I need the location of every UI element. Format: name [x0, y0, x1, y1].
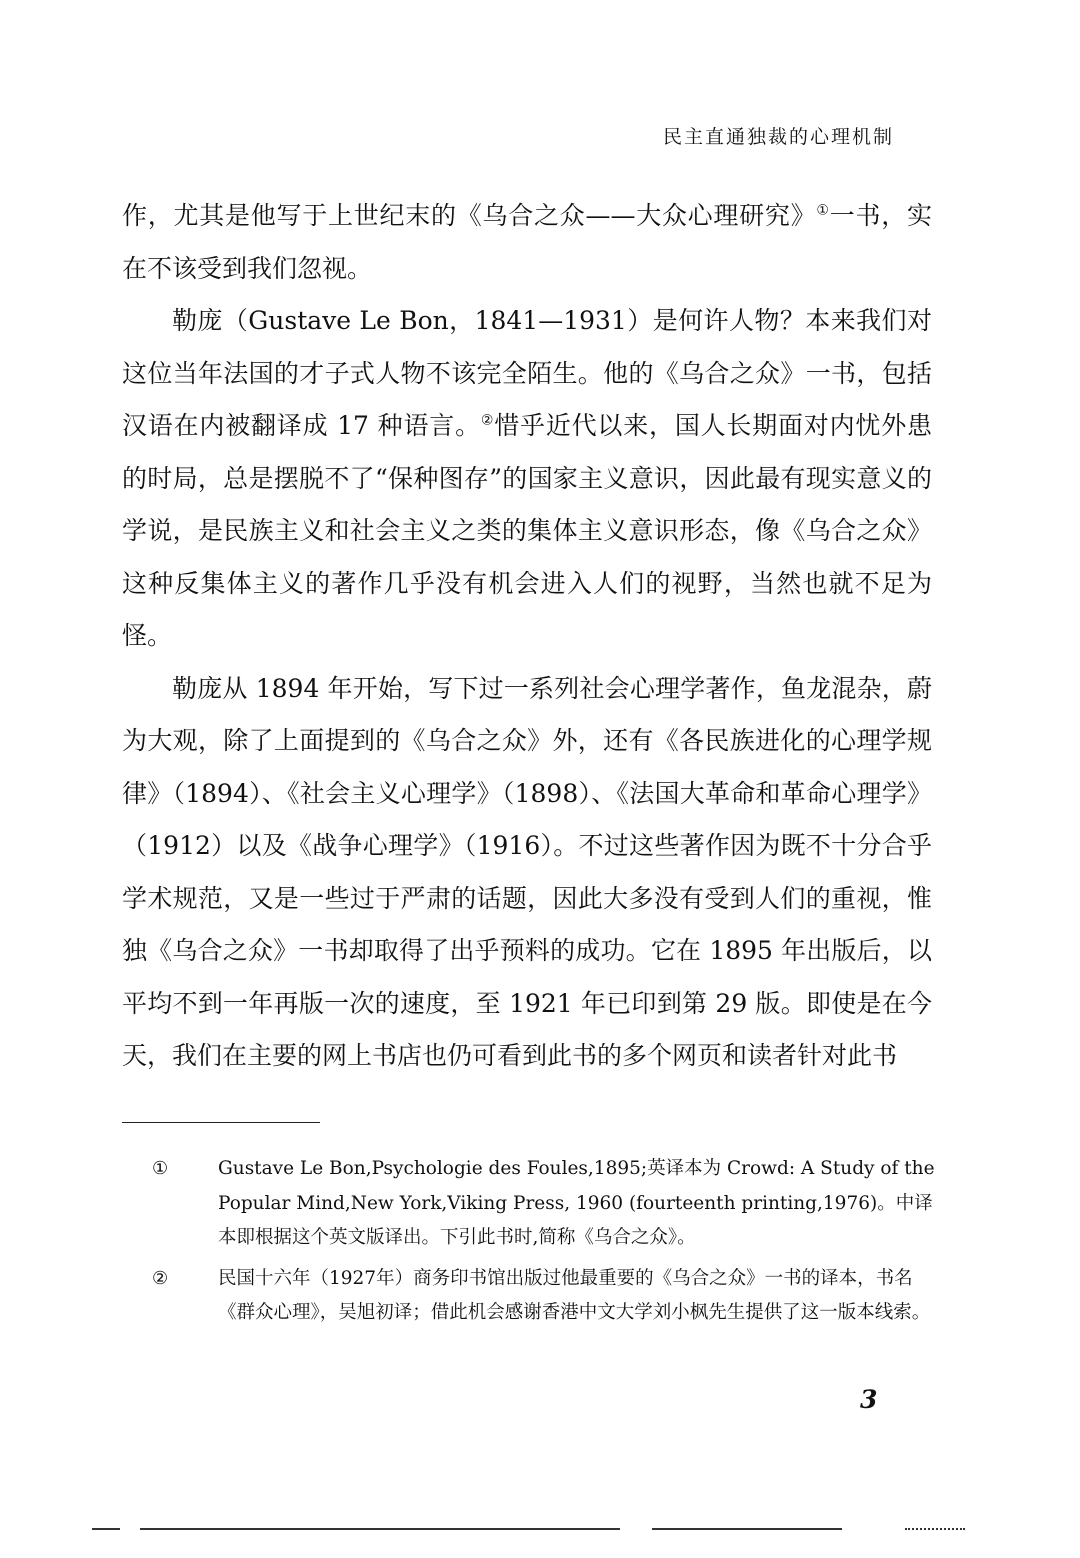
footnote-ref-2: ②	[480, 412, 495, 429]
footnotes	[152, 1152, 937, 1337]
footnote-text: Gustave Le Bon,Psychologie des Foules,1895;英译本为 Crowd: A Study of the Popular Mind,New York,Viking Press, 1960 (fourteenth printing,1976)。中译本即根据这个英文版译出。下引此书时,简称《乌合之众》。	[218, 1158, 935, 1248]
paragraph-3	[122, 663, 932, 1083]
paragraph-text-continued: 一书，实在不该受到我们忽视。	[122, 201, 932, 283]
paragraph-text: 勒庞从 1894 年开始，写下过一系列社会心理学著作，鱼龙混杂，蔚为大观，除了上面提到的《乌合之众》外，还有《各民族进化的心理学规律》（1894）、《社会主义心理学》（1898）、《法国大革命和革命心理学》（1912）以及《战争心理学》（1916）。不过这些著作因为既不十分合乎学术规范，又是一些过于严肃的话题，因此大多没有受到人们的重视，惟独《乌合之众》一书却取得了出乎预料的成功。它在 1895 年出版后，以平均不到一年再版一次的速度，至 1921 年已印到第 29 版。即使是在今天，我们在主要的网上书店也仍可看到此书的多个网页和读者针对此书	[122, 673, 932, 1070]
scan-edge-mark	[140, 1528, 620, 1530]
scan-edge-mark	[905, 1528, 965, 1530]
paragraph-text: 勒庞（Gustave Le Bon，1841—1931）是何许人物？本来我们对这位当年法国的才子式人物不该完全陌生。他的《乌合之众》一书，包括汉语在内被翻译成 17 种语言。	[122, 306, 932, 440]
footnote-rule	[122, 1122, 320, 1123]
paragraph-2	[122, 295, 932, 663]
paragraph-1	[122, 190, 932, 295]
footnote-ref-1: ①	[816, 202, 830, 219]
paragraph-text-continued: 惜乎近代以来，国人长期面对内忧外患的时局，总是摆脱不了“保种图存”的国家主义意识，因此最有现实意义的学说，是民族主义和社会主义之类的集体主义意识形态，像《乌合之众》这种反集体主义的著作几乎没有机会进入人们的视野，当然也就不足为怪。	[122, 411, 932, 650]
footnote-mark: ②	[152, 1267, 169, 1289]
footnote-1	[152, 1152, 937, 1256]
footnote-text: 民国十六年（1927年）商务印书馆出版过他最重要的《乌合之众》一书的译本，书名《群众心理》，吴旭初译；借此机会感谢香港中文大学刘小枫先生提供了这一版本线索。	[218, 1267, 931, 1323]
footnote-2	[152, 1262, 937, 1331]
scan-edge-mark	[92, 1528, 120, 1530]
scan-edge-mark	[652, 1528, 842, 1530]
body-text	[122, 190, 932, 1083]
paragraph-text: 作，尤其是他写于上世纪末的《乌合之众——大众心理研究》	[122, 201, 817, 230]
page-number: 3	[860, 1385, 878, 1414]
footnote-mark: ①	[152, 1158, 169, 1179]
running-head: 民主直通独裁的心理机制	[662, 126, 894, 148]
